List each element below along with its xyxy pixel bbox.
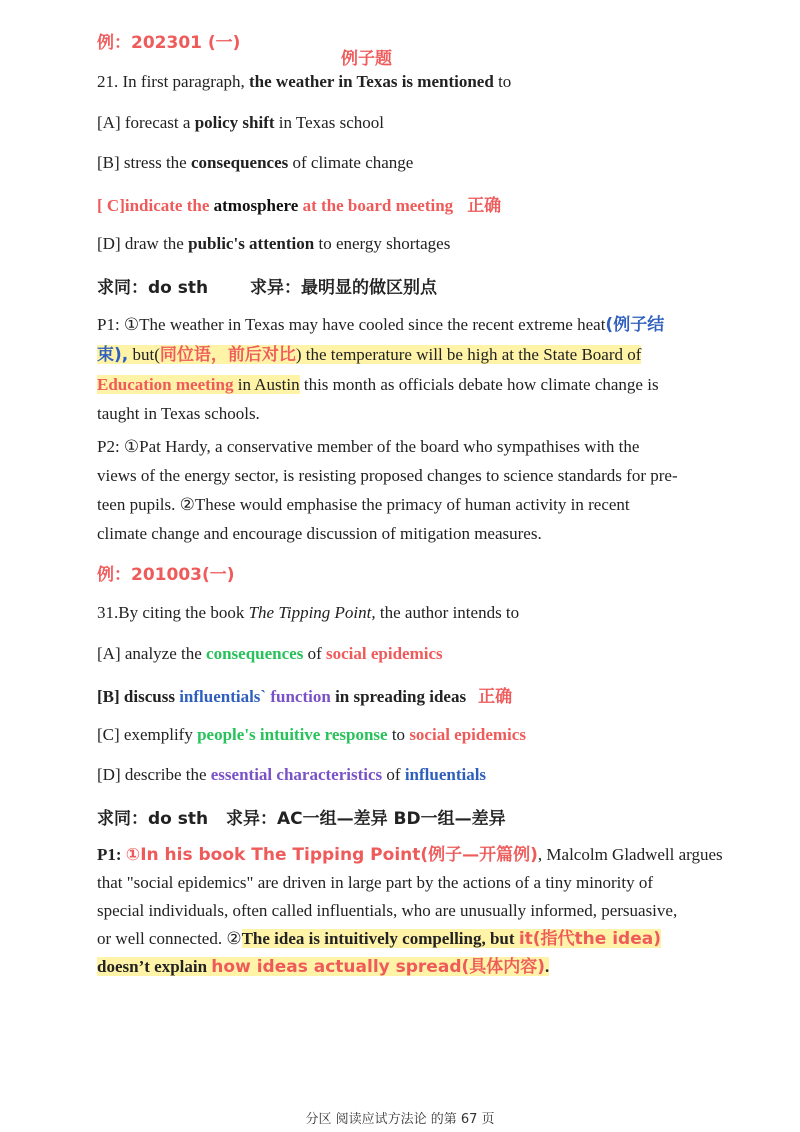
qiu-tong-2: 求同：do sth [97,809,209,829]
option-31-d [97,765,486,785]
option-text: in spreading ideas [330,687,467,706]
book-title: The Tipping Point, [248,603,376,622]
passage-keyword: doesn’t explain [97,957,212,976]
option-keyword: consequences [190,153,289,172]
option-31-b [97,682,512,707]
option-keyword: social epidemics [409,725,526,744]
option-keyword: influentials` [179,687,267,706]
passage-text: . [545,957,550,976]
passage-line: that "social epidemics" are driven in large part by the actions of a tiny minority of [97,873,653,892]
option-keyword: influentials [404,765,487,784]
option-keyword: policy shift [194,113,275,132]
passage-text: taught in Texas schools. [97,404,260,423]
option-keyword: function [270,687,331,706]
option-text: [ C]indicate the [97,196,214,215]
option-text: [C] exemplify [97,725,198,744]
passage-text: or well connected. ② [97,929,242,948]
question-21-keyword: the weather in Texas is mentioned [249,72,494,91]
example-label-2: 例：201003(一) [97,565,235,585]
option-text: [A] forecast a [97,113,195,132]
question-31 [97,603,519,623]
passage-21-p2 [97,432,742,548]
example-tag: 例子题 [341,49,392,69]
annotation-contrast: 同位语，前后对比 [159,345,296,365]
annotation-reference: it(指代the idea) [518,929,661,949]
passage-text: this month as officials debate how climate change is [299,375,659,394]
passage-text: ) the temperature will be high at the State Board of [295,345,642,364]
question-31-prefix: 31.By citing the book [97,603,249,622]
option-keyword: social epidemics [325,644,443,663]
passage-21-p1 [97,310,742,428]
passage-line: teen pupils. ②These would emphasise the primacy of human activity in recent [97,495,630,514]
question-31-suffix: the author intends to [375,603,520,622]
passage-line: P2: ①Pat Hardy, a conservative member of the board who sympathises with the [97,437,640,456]
option-keyword: people's intuitive response [197,725,388,744]
passage-line: special individuals, often called influentials, who are unusually informed, persuasive, [97,901,678,920]
passage-keyword: Education meeting [97,375,234,394]
option-text: of [382,765,405,784]
passage-text: in Austin [233,375,300,394]
option-21-a [97,113,384,133]
correct-mark: 正确 [467,196,502,216]
option-text: to [387,725,410,744]
question-21 [97,72,511,92]
option-keyword: essential characteristics [210,765,383,784]
option-text: [D] describe the [97,765,211,784]
page-footer: 分区 阅读应试方法论 的第 67 页 [305,1112,495,1127]
option-text: at the board meeting [298,196,454,215]
annotation-detail: how ideas actually spread(具体内容) [211,957,546,977]
passage-line: climate change and encourage discussion of mitigation measures. [97,524,542,543]
option-text: to energy shortages [314,234,451,253]
correct-mark: 正确 [478,687,513,707]
annotation-example-end: 束), [97,345,129,365]
passage-keyword: ①In his book The Tipping Point(例子—开篇例) [125,845,538,865]
passage-31-p1 [97,841,742,981]
option-31-c [97,725,526,745]
passage-label: P1: [97,845,126,864]
qiu-yi-2: 求异：AC一组—差异 BD一组—差异 [226,809,506,829]
option-31-a [97,644,443,664]
annotation-example-end: (例子结 [605,315,665,335]
option-keyword: consequences [206,644,304,663]
question-21-suffix: to [493,72,512,91]
option-text: [B] stress the [97,153,191,172]
passage-line: views of the energy sector, is resisting proposed changes to science standards for pre- [97,466,678,485]
option-text: of [303,644,326,663]
question-21-prefix: 21. In first paragraph, [97,72,250,91]
option-keyword: atmosphere [213,196,299,215]
option-21-b [97,153,413,173]
option-text: in Texas school [274,113,384,132]
qiu-yi-1: 求异：最明显的做区别点 [250,278,437,298]
passage-keyword: The idea is intuitively compelling, but [241,929,519,948]
example-label-1: 例：202301 (一) [97,33,241,53]
option-text: [B] discuss [97,687,180,706]
option-21-d [97,234,450,254]
option-text: [D] draw the [97,234,189,253]
option-21-c [97,191,501,216]
option-text: of climate change [288,153,414,172]
option-text: [A] analyze the [97,644,207,663]
option-keyword: public's attention [188,234,315,253]
passage-text: P1: ①The weather in Texas may have cooled since the recent extreme heat [97,315,606,334]
passage-text: , Malcolm Gladwell argues [537,845,723,864]
qiu-tong-1: 求同：do sth [97,278,209,298]
passage-text: but( [128,345,160,364]
